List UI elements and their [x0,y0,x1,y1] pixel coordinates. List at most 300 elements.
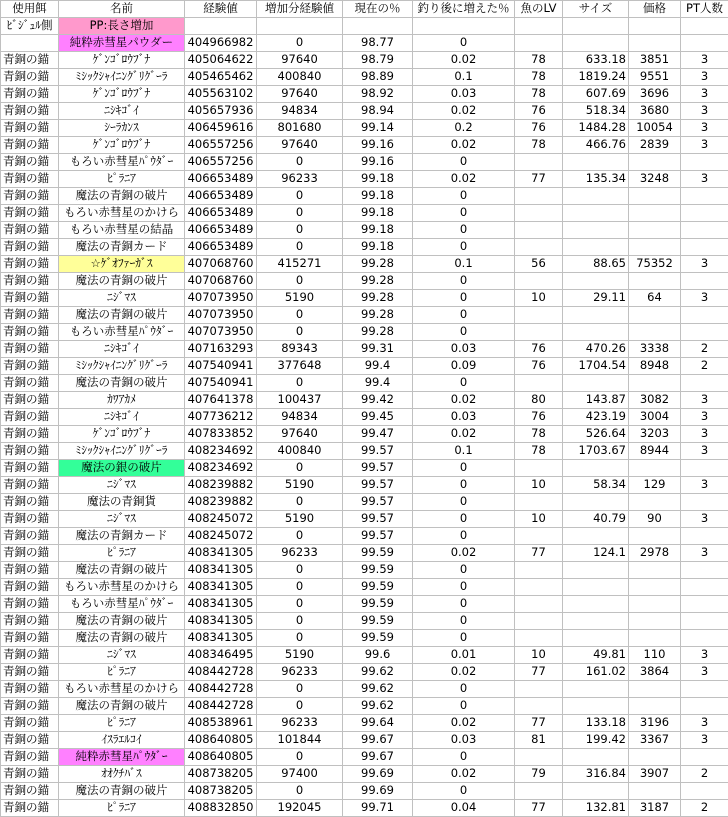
cell-fish-lv[interactable]: 77 [515,171,563,188]
cell-exp-gain[interactable]: 0 [257,205,343,222]
cell-pct-gain[interactable]: 0 [413,239,515,256]
cell-exp-gain[interactable]: 0 [257,460,343,477]
cell-size[interactable]: 133.18 [563,715,629,732]
cell-current-pct[interactable]: 99.57 [343,494,413,511]
cell-price[interactable] [629,613,681,630]
cell-name[interactable]: 純粋赤彗星パウダー [59,35,185,52]
cell-price[interactable]: 3851 [629,52,681,69]
cell-fish-lv[interactable] [515,460,563,477]
cell-party-size[interactable] [681,460,728,477]
cell-fish-lv[interactable]: 79 [515,766,563,783]
cell-price[interactable] [629,579,681,596]
cell-price[interactable]: 3864 [629,664,681,681]
subheader-side[interactable]: ﾋﾞｼﾞｭﾙ側 [1,18,59,35]
cell-size[interactable]: 423.19 [563,409,629,426]
cell-bait[interactable]: 青銅の錨 [1,562,59,579]
cell-pct-gain[interactable]: 0 [413,205,515,222]
cell-party-size[interactable] [681,562,728,579]
cell-exp[interactable]: 408442728 [185,664,257,681]
cell-exp-gain[interactable]: 0 [257,494,343,511]
cell-price[interactable]: 10054 [629,120,681,137]
cell-current-pct[interactable]: 99.59 [343,545,413,562]
cell-price[interactable]: 3248 [629,171,681,188]
cell-exp-gain[interactable]: 0 [257,596,343,613]
cell-exp[interactable]: 406557256 [185,154,257,171]
cell-bait[interactable]: 青銅の錨 [1,137,59,154]
cell-party-size[interactable]: 2 [681,358,728,375]
cell-current-pct[interactable]: 99.59 [343,613,413,630]
header-bait[interactable]: 使用餌 [1,1,59,18]
cell-exp[interactable]: 407068760 [185,273,257,290]
cell-party-size[interactable] [681,239,728,256]
cell-exp-gain[interactable]: 89343 [257,341,343,358]
cell-party-size[interactable]: 3 [681,392,728,409]
cell-exp-gain[interactable]: 0 [257,188,343,205]
cell-size[interactable] [563,460,629,477]
cell-current-pct[interactable]: 99.57 [343,528,413,545]
cell-name[interactable]: ﾆｼﾞﾏｽ [59,290,185,307]
cell-bait[interactable]: 青銅の錨 [1,171,59,188]
cell-name[interactable]: ｼｰﾗｶﾝｽ [59,120,185,137]
cell-party-size[interactable]: 3 [681,171,728,188]
cell-exp-gain[interactable]: 0 [257,783,343,800]
cell-size[interactable]: 161.02 [563,664,629,681]
cell-party-size[interactable]: 2 [681,341,728,358]
cell-fish-lv[interactable] [515,613,563,630]
cell-pct-gain[interactable]: 0 [413,154,515,171]
cell-name[interactable]: ﾐｼｯｸｼｬｲﾆﾝｸﾞﾘｸﾞｰﾗ [59,358,185,375]
cell-exp-gain[interactable]: 94834 [257,409,343,426]
cell-bait[interactable]: 青銅の錨 [1,681,59,698]
cell-bait[interactable]: 青銅の錨 [1,715,59,732]
cell-current-pct[interactable]: 99.16 [343,154,413,171]
cell-name[interactable]: ﾆｼｷｺﾞｲ [59,409,185,426]
cell-price[interactable] [629,239,681,256]
cell-fish-lv[interactable]: 78 [515,137,563,154]
cell-fish-lv[interactable] [515,239,563,256]
cell-fish-lv[interactable]: 80 [515,392,563,409]
cell-fish-lv[interactable]: 76 [515,409,563,426]
cell-current-pct[interactable]: 99.59 [343,562,413,579]
cell-bait[interactable]: 青銅の錨 [1,103,59,120]
cell-name[interactable]: もろい赤彗星の結晶 [59,222,185,239]
cell-current-pct[interactable]: 99.31 [343,341,413,358]
cell-party-size[interactable] [681,188,728,205]
cell-price[interactable] [629,783,681,800]
cell-price[interactable] [629,528,681,545]
cell-name[interactable]: ﾋﾟﾗﾆｱ [59,171,185,188]
header-name[interactable]: 名前 [59,1,185,18]
cell-exp-gain[interactable]: 0 [257,681,343,698]
cell-pct-gain[interactable]: 0.2 [413,120,515,137]
cell-exp[interactable]: 408538961 [185,715,257,732]
cell-exp-gain[interactable]: 0 [257,630,343,647]
cell-exp-gain[interactable]: 801680 [257,120,343,137]
cell-exp[interactable]: 407068760 [185,256,257,273]
cell-exp-gain[interactable]: 0 [257,562,343,579]
cell-exp[interactable]: 408239882 [185,494,257,511]
cell-name[interactable]: 魔法の青銅の破片 [59,273,185,290]
cell-price[interactable] [629,460,681,477]
cell-current-pct[interactable]: 99.62 [343,664,413,681]
header-size[interactable]: サイズ [563,1,629,18]
cell-party-size[interactable] [681,783,728,800]
cell-pct-gain[interactable]: 0 [413,579,515,596]
cell-fish-lv[interactable] [515,307,563,324]
cell-current-pct[interactable]: 99.69 [343,766,413,783]
cell-pct-gain[interactable]: 0.1 [413,69,515,86]
cell-price[interactable] [629,154,681,171]
cell-size[interactable] [563,35,629,52]
cell-fish-lv[interactable] [515,205,563,222]
cell-price[interactable] [629,273,681,290]
cell-exp-gain[interactable]: 0 [257,222,343,239]
cell-party-size[interactable] [681,698,728,715]
cell-bait[interactable]: 青銅の錨 [1,732,59,749]
cell-size[interactable]: 518.34 [563,103,629,120]
cell-exp[interactable]: 408832850 [185,800,257,817]
cell-size[interactable] [563,783,629,800]
cell-exp-gain[interactable]: 101844 [257,732,343,749]
cell-bait[interactable]: 青銅の錨 [1,579,59,596]
cell-current-pct[interactable]: 99.18 [343,171,413,188]
cell-name[interactable]: 魔法の青銅カード [59,528,185,545]
cell-size[interactable]: 466.76 [563,137,629,154]
cell-price[interactable]: 3187 [629,800,681,817]
cell-bait[interactable]: 青銅の錨 [1,52,59,69]
cell-name[interactable]: もろい赤彗星のかけら [59,579,185,596]
cell-party-size[interactable]: 3 [681,103,728,120]
cell-fish-lv[interactable]: 10 [515,290,563,307]
cell-party-size[interactable] [681,375,728,392]
cell-exp-gain[interactable]: 192045 [257,800,343,817]
cell-exp[interactable]: 408341305 [185,596,257,613]
cell-exp-gain[interactable]: 5190 [257,290,343,307]
cell-party-size[interactable]: 3 [681,120,728,137]
cell-exp-gain[interactable]: 97640 [257,137,343,154]
cell-bait[interactable]: 青銅の錨 [1,749,59,766]
cell-party-size[interactable] [681,494,728,511]
cell-party-size[interactable] [681,579,728,596]
cell-exp[interactable]: 406459616 [185,120,257,137]
cell-pct-gain[interactable]: 0 [413,511,515,528]
cell-current-pct[interactable]: 99.57 [343,443,413,460]
cell-party-size[interactable]: 2 [681,766,728,783]
cell-pct-gain[interactable]: 0 [413,222,515,239]
cell-price[interactable]: 110 [629,647,681,664]
cell-exp-gain[interactable]: 0 [257,698,343,715]
cell-fish-lv[interactable]: 10 [515,511,563,528]
cell-size[interactable] [563,273,629,290]
cell-name[interactable]: ｵｵｸﾁﾊﾞｽ [59,766,185,783]
cell-current-pct[interactable]: 99.67 [343,732,413,749]
cell-price[interactable] [629,494,681,511]
cell-name[interactable]: 魔法の青銅の破片 [59,375,185,392]
cell-size[interactable] [563,613,629,630]
cell-pct-gain[interactable]: 0.02 [413,715,515,732]
cell-exp[interactable]: 408442728 [185,698,257,715]
cell-name[interactable]: もろい赤彗星のかけら [59,205,185,222]
cell-pct-gain[interactable]: 0.01 [413,647,515,664]
cell-size[interactable] [563,188,629,205]
cell-exp[interactable]: 405064622 [185,52,257,69]
cell-price[interactable] [629,205,681,222]
cell-size[interactable]: 526.64 [563,426,629,443]
cell-price[interactable] [629,698,681,715]
cell-pct-gain[interactable]: 0 [413,188,515,205]
cell-current-pct[interactable]: 99.47 [343,426,413,443]
cell-current-pct[interactable]: 99.59 [343,596,413,613]
subheader-pp[interactable]: PP:長さ増加 [59,18,185,35]
cell-name[interactable]: 魔法の青銅の破片 [59,562,185,579]
header-exp[interactable]: 経験値 [185,1,257,18]
cell-exp[interactable]: 407736212 [185,409,257,426]
cell-name[interactable]: もろい赤彗星ﾊﾟｳﾀﾞｰ [59,324,185,341]
cell-price[interactable] [629,222,681,239]
cell-pct-gain[interactable]: 0 [413,494,515,511]
cell-bait[interactable]: 青銅の錨 [1,528,59,545]
cell-exp-gain[interactable]: 5190 [257,511,343,528]
cell-exp[interactable]: 408640805 [185,749,257,766]
cell-size[interactable] [563,307,629,324]
cell-party-size[interactable] [681,154,728,171]
cell-current-pct[interactable]: 99.59 [343,579,413,596]
cell-pct-gain[interactable]: 0.02 [413,545,515,562]
cell-exp[interactable]: 407073950 [185,290,257,307]
cell-exp[interactable]: 408738205 [185,766,257,783]
cell-size[interactable]: 470.26 [563,341,629,358]
cell-bait[interactable]: 青銅の錨 [1,324,59,341]
cell-party-size[interactable]: 3 [681,69,728,86]
cell-price[interactable]: 2839 [629,137,681,154]
cell-party-size[interactable]: 3 [681,409,728,426]
cell-bait[interactable]: 青銅の錨 [1,409,59,426]
cell-exp-gain[interactable]: 0 [257,307,343,324]
cell-pct-gain[interactable]: 0 [413,460,515,477]
cell-price[interactable] [629,375,681,392]
cell-price[interactable]: 3907 [629,766,681,783]
cell-exp[interactable]: 406653489 [185,239,257,256]
cell-pct-gain[interactable]: 0.1 [413,443,515,460]
cell-party-size[interactable] [681,205,728,222]
cell-current-pct[interactable]: 99.45 [343,409,413,426]
cell-exp[interactable]: 407641378 [185,392,257,409]
cell-exp[interactable]: 404966982 [185,35,257,52]
cell-bait[interactable]: 青銅の錨 [1,766,59,783]
cell-fish-lv[interactable]: 78 [515,426,563,443]
cell-party-size[interactable]: 3 [681,511,728,528]
cell-price[interactable]: 3696 [629,86,681,103]
cell-bait[interactable]: 青銅の錨 [1,358,59,375]
cell-name[interactable]: ｹﾞﾝｺﾞﾛｳﾌﾞﾅ [59,52,185,69]
header-fish-lv[interactable]: 魚のLV [515,1,563,18]
cell-exp-gain[interactable]: 94834 [257,103,343,120]
cell-pct-gain[interactable]: 0.02 [413,171,515,188]
cell-exp[interactable]: 407073950 [185,307,257,324]
cell-name[interactable]: 魔法の青銅の破片 [59,630,185,647]
header-current-pct[interactable]: 現在の％ [343,1,413,18]
cell-pct-gain[interactable]: 0.02 [413,137,515,154]
cell-current-pct[interactable]: 98.79 [343,52,413,69]
cell-current-pct[interactable]: 98.94 [343,103,413,120]
cell-pct-gain[interactable]: 0 [413,681,515,698]
header-party-size[interactable]: PT人数 [681,1,728,18]
cell-fish-lv[interactable] [515,375,563,392]
cell-exp-gain[interactable]: 5190 [257,477,343,494]
cell-current-pct[interactable]: 99.59 [343,630,413,647]
cell-exp-gain[interactable]: 0 [257,749,343,766]
cell-name[interactable]: ｲｽﾗｴﾙｺｲ [59,732,185,749]
cell-pct-gain[interactable]: 0 [413,290,515,307]
cell-fish-lv[interactable] [515,35,563,52]
cell-pct-gain[interactable]: 0 [413,783,515,800]
cell-current-pct[interactable]: 99.14 [343,120,413,137]
cell-bait[interactable]: 青銅の錨 [1,273,59,290]
cell-size[interactable]: 1703.67 [563,443,629,460]
cell-price[interactable]: 75352 [629,256,681,273]
cell-fish-lv[interactable]: 56 [515,256,563,273]
cell-size[interactable]: 49.81 [563,647,629,664]
cell-name[interactable]: ﾆｼｷｺﾞｲ [59,341,185,358]
cell-current-pct[interactable]: 99.4 [343,358,413,375]
cell-current-pct[interactable]: 99.18 [343,205,413,222]
cell-bait[interactable]: 青銅の錨 [1,664,59,681]
cell-exp-gain[interactable]: 377648 [257,358,343,375]
cell-bait[interactable]: 青銅の錨 [1,375,59,392]
cell-current-pct[interactable]: 99.28 [343,256,413,273]
cell-current-pct[interactable]: 99.57 [343,477,413,494]
cell-current-pct[interactable]: 99.62 [343,698,413,715]
cell-exp[interactable]: 405657936 [185,103,257,120]
cell-name[interactable]: ｹﾞﾝｺﾞﾛｳﾌﾞﾅ [59,426,185,443]
cell-size[interactable]: 132.81 [563,800,629,817]
cell-current-pct[interactable]: 99.28 [343,324,413,341]
cell-current-pct[interactable]: 99.18 [343,188,413,205]
cell-current-pct[interactable]: 99.64 [343,715,413,732]
cell-size[interactable] [563,239,629,256]
cell-current-pct[interactable]: 99.4 [343,375,413,392]
cell-party-size[interactable]: 3 [681,664,728,681]
cell-exp-gain[interactable]: 97640 [257,426,343,443]
cell-fish-lv[interactable] [515,562,563,579]
cell-size[interactable] [563,154,629,171]
cell-pct-gain[interactable]: 0 [413,477,515,494]
cell-fish-lv[interactable] [515,154,563,171]
cell-name[interactable]: ｶﾜｱｶﾒ [59,392,185,409]
cell-pct-gain[interactable]: 0 [413,307,515,324]
cell-size[interactable]: 316.84 [563,766,629,783]
cell-exp[interactable]: 407833852 [185,426,257,443]
cell-bait[interactable]: 青銅の錨 [1,154,59,171]
cell-size[interactable]: 135.34 [563,171,629,188]
cell-price[interactable]: 129 [629,477,681,494]
cell-name[interactable]: 魔法の青銅の破片 [59,188,185,205]
cell-price[interactable]: 3082 [629,392,681,409]
cell-party-size[interactable]: 3 [681,426,728,443]
cell-party-size[interactable] [681,630,728,647]
cell-bait[interactable]: 青銅の錨 [1,783,59,800]
header-exp-gain[interactable]: 増加分経験値 [257,1,343,18]
cell-fish-lv[interactable]: 76 [515,120,563,137]
cell-pct-gain[interactable]: 0.02 [413,426,515,443]
cell-exp-gain[interactable]: 96233 [257,545,343,562]
cell-name[interactable]: ﾆｼﾞﾏｽ [59,647,185,664]
cell-fish-lv[interactable] [515,579,563,596]
cell-fish-lv[interactable] [515,188,563,205]
cell-current-pct[interactable]: 99.57 [343,460,413,477]
cell-fish-lv[interactable]: 78 [515,52,563,69]
cell-party-size[interactable] [681,222,728,239]
cell-price[interactable] [629,681,681,698]
cell-price[interactable]: 3004 [629,409,681,426]
cell-bait[interactable]: 青銅の錨 [1,256,59,273]
cell-pct-gain[interactable]: 0.03 [413,409,515,426]
cell-pct-gain[interactable]: 0 [413,596,515,613]
cell-size[interactable] [563,630,629,647]
cell-fish-lv[interactable] [515,783,563,800]
cell-party-size[interactable]: 3 [681,647,728,664]
cell-current-pct[interactable]: 99.16 [343,137,413,154]
cell-bait[interactable]: 青銅の錨 [1,86,59,103]
cell-exp-gain[interactable]: 0 [257,375,343,392]
cell-exp-gain[interactable]: 0 [257,528,343,545]
cell-name[interactable]: もろい赤彗星ﾊﾟｳﾀﾞｰ [59,154,185,171]
cell-current-pct[interactable]: 99.69 [343,783,413,800]
cell-exp[interactable]: 408239882 [185,477,257,494]
cell-bait[interactable]: 青銅の錨 [1,426,59,443]
cell-size[interactable] [563,562,629,579]
cell-exp[interactable]: 408341305 [185,562,257,579]
cell-exp-gain[interactable]: 100437 [257,392,343,409]
cell-bait[interactable]: 青銅の錨 [1,613,59,630]
cell-size[interactable] [563,698,629,715]
cell-price[interactable]: 9551 [629,69,681,86]
cell-name[interactable]: 魔法の青銅カード [59,239,185,256]
cell-price[interactable]: 2978 [629,545,681,562]
cell-exp[interactable]: 406653489 [185,188,257,205]
cell-exp[interactable]: 405465462 [185,69,257,86]
cell-current-pct[interactable]: 99.18 [343,222,413,239]
cell-pct-gain[interactable]: 0 [413,375,515,392]
cell-size[interactable]: 58.34 [563,477,629,494]
cell-pct-gain[interactable]: 0.09 [413,358,515,375]
cell-name[interactable]: 魔法の銀の破片 [59,460,185,477]
cell-size[interactable]: 633.18 [563,52,629,69]
cell-exp-gain[interactable]: 0 [257,239,343,256]
cell-bait[interactable]: 青銅の錨 [1,205,59,222]
cell-pct-gain[interactable]: 0.04 [413,800,515,817]
cell-price[interactable]: 3203 [629,426,681,443]
cell-pct-gain[interactable]: 0 [413,613,515,630]
cell-bait[interactable]: 青銅の錨 [1,460,59,477]
cell-exp[interactable]: 408341305 [185,579,257,596]
cell-size[interactable] [563,681,629,698]
cell-fish-lv[interactable] [515,630,563,647]
cell-exp[interactable]: 405563102 [185,86,257,103]
cell-pct-gain[interactable]: 0.02 [413,766,515,783]
cell-price[interactable]: 8948 [629,358,681,375]
cell-fish-lv[interactable]: 78 [515,443,563,460]
cell-exp-gain[interactable]: 97640 [257,52,343,69]
cell-pct-gain[interactable]: 0.03 [413,341,515,358]
cell-bait[interactable]: 青銅の錨 [1,494,59,511]
cell-fish-lv[interactable]: 77 [515,664,563,681]
cell-bait[interactable]: 青銅の錨 [1,630,59,647]
cell-bait[interactable]: 青銅の錨 [1,545,59,562]
cell-exp-gain[interactable]: 97400 [257,766,343,783]
cell-fish-lv[interactable] [515,596,563,613]
cell-pct-gain[interactable]: 0.1 [413,256,515,273]
